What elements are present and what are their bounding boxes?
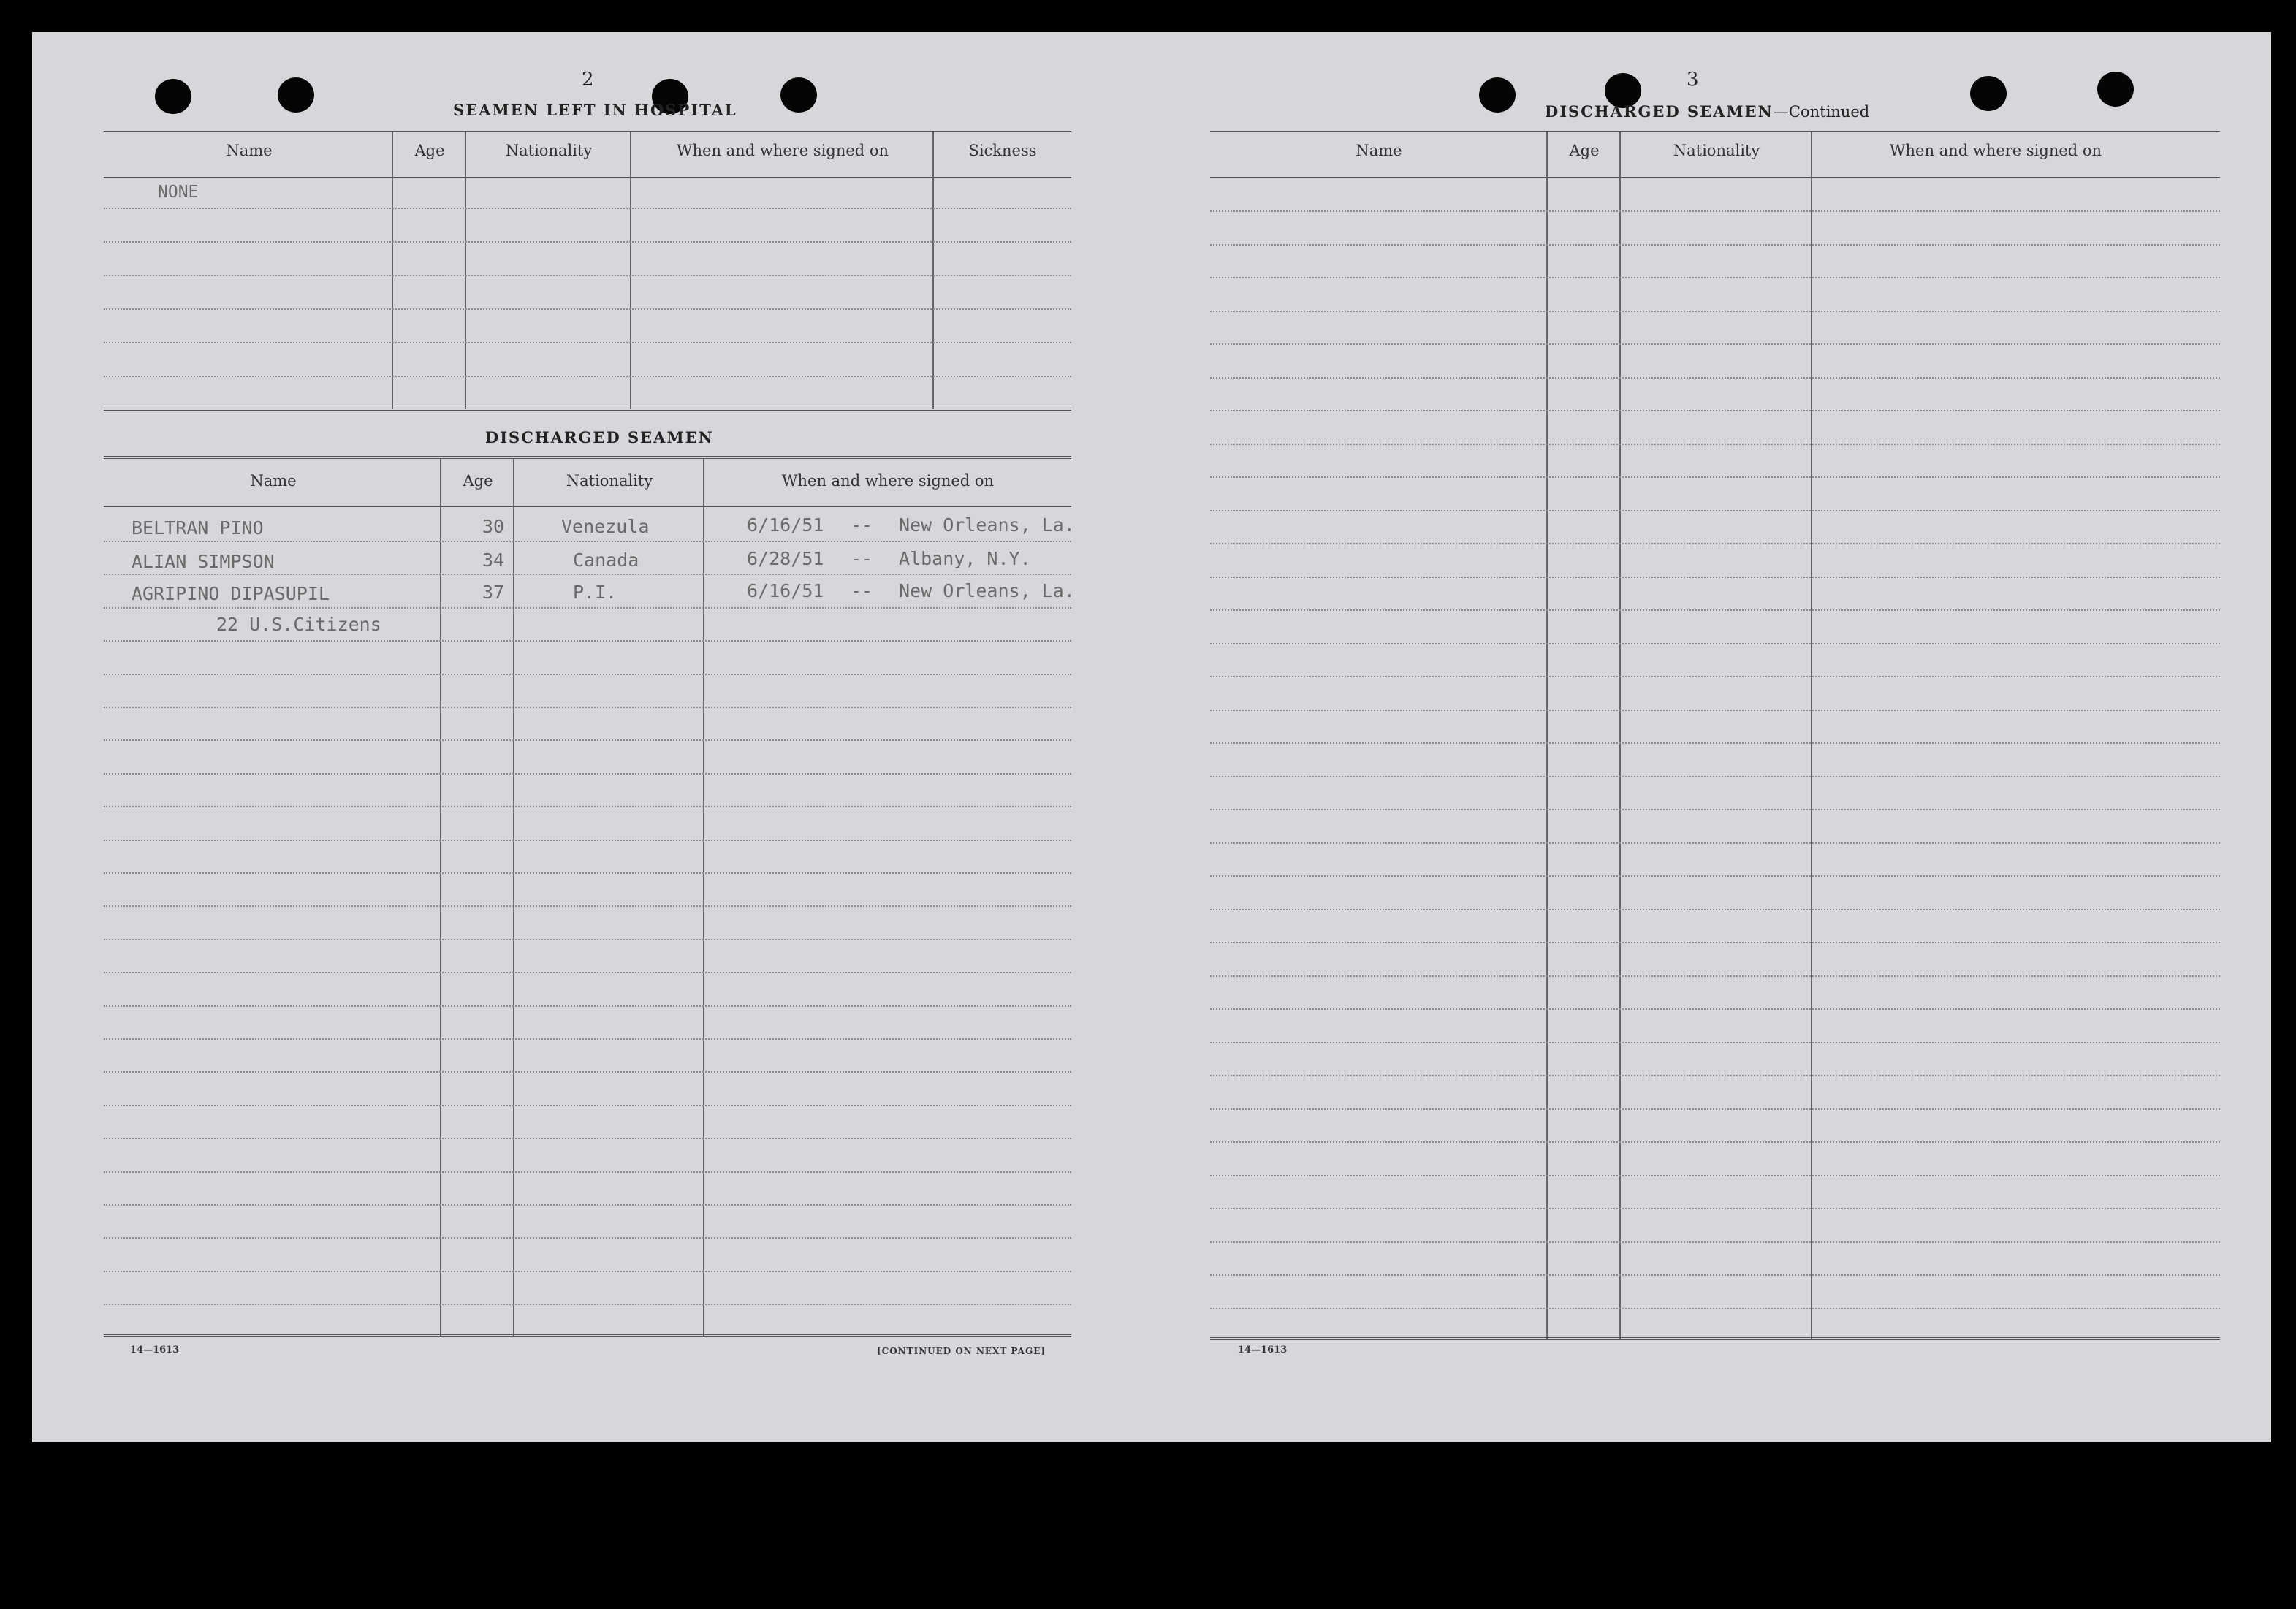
discharged-row-line <box>104 1304 1071 1305</box>
page-number-left: 2 <box>582 69 594 91</box>
right-col-age: Age <box>1569 142 1600 159</box>
right-table-top-rule <box>1210 129 2220 132</box>
discharged-table-top-rule <box>104 456 1071 459</box>
right-title-suffix: —Continued <box>1773 103 1870 121</box>
right-col-divider <box>1546 132 1548 1339</box>
discharged-row-line <box>104 872 1071 874</box>
seaman-signed-date: 6/16/51 <box>747 580 824 601</box>
right-title-main: DISCHARGED SEAMEN <box>1545 102 1774 121</box>
discharged-row-line <box>104 806 1071 807</box>
discharged-table-bottom-rule <box>104 1334 1071 1337</box>
right-row-line <box>1210 776 2220 777</box>
hospital-row-line <box>104 241 1071 243</box>
right-row-line <box>1210 1075 2220 1076</box>
seaman-signed-date: 6/28/51 <box>747 548 824 569</box>
right-row-line <box>1210 1308 2220 1309</box>
right-row-line <box>1210 543 2220 544</box>
hospital-header-rule <box>104 177 1071 178</box>
discharged-row-line <box>104 1005 1071 1007</box>
right-row-line <box>1210 742 2220 744</box>
hospital-col-name: Name <box>226 142 273 159</box>
right-header-rule <box>1210 177 2220 178</box>
hospital-row-line <box>104 342 1071 343</box>
punch-hole <box>1970 76 2007 111</box>
seaman-signed-place: Albany, N.Y. <box>899 548 1031 569</box>
discharged-row-line <box>104 1271 1071 1272</box>
right-row-line <box>1210 842 2220 844</box>
right-row-line <box>1210 311 2220 312</box>
right-row-line <box>1210 1108 2220 1110</box>
seaman-signed-place: New Orleans, La. <box>899 580 1075 601</box>
seaman-age: 30 <box>482 516 505 537</box>
discharged-row-line <box>104 707 1071 708</box>
right-row-line <box>1210 210 2220 212</box>
seaman-separator: -- <box>851 548 873 569</box>
seaman-separator: -- <box>851 514 873 536</box>
right-row-line <box>1210 875 2220 877</box>
citizens-note: 22 U.S.Citizens <box>216 614 381 635</box>
right-row-line <box>1210 1008 2220 1010</box>
seaman-nationality: Canada <box>573 549 639 571</box>
hospital-col-age: Age <box>414 142 445 159</box>
discharged-row-line <box>104 1105 1071 1106</box>
right-row-line <box>1210 809 2220 810</box>
punch-hole <box>780 77 817 113</box>
discharged-row-line <box>104 739 1071 741</box>
right-row-line <box>1210 676 2220 677</box>
hospital-row-line <box>104 376 1071 377</box>
seaman-signed-date: 6/16/51 <box>747 514 824 536</box>
hospital-entry: NONE <box>158 183 199 202</box>
discharged-row-line <box>104 607 1071 609</box>
right-row-line <box>1210 1141 2220 1143</box>
right-row-line <box>1210 444 2220 445</box>
right-row-line <box>1210 476 2220 478</box>
discharged-row-line <box>104 905 1071 907</box>
right-col-nationality: Nationality <box>1673 142 1760 159</box>
right-row-line <box>1210 244 2220 246</box>
discharged-row-line <box>104 640 1071 642</box>
seaman-separator: -- <box>851 580 873 601</box>
seaman-age: 34 <box>482 549 505 571</box>
right-row-line <box>1210 710 2220 711</box>
discharged-row-line <box>104 1204 1071 1206</box>
form-number-right: 14—1613 <box>1238 1344 1288 1355</box>
right-table-bottom-rule <box>1210 1337 2220 1340</box>
discharged-row-line <box>104 574 1071 575</box>
punch-hole <box>155 79 191 114</box>
discharged-row-line <box>104 1171 1071 1173</box>
right-col-name: Name <box>1356 142 1402 159</box>
right-row-line <box>1210 909 2220 910</box>
discharged-row-line <box>104 674 1071 675</box>
discharged-row-line <box>104 1038 1071 1040</box>
discharged-row-line <box>104 1138 1071 1139</box>
seaman-name: BELTRAN PINO <box>132 517 264 539</box>
right-row-line <box>1210 609 2220 611</box>
right-col-signed-on: When and where signed on <box>1889 142 2102 159</box>
right-row-line <box>1210 510 2220 511</box>
seaman-signed-place: New Orleans, La. <box>899 514 1075 536</box>
discharged-col-nationality: Nationality <box>566 472 653 490</box>
hospital-col-divider <box>392 132 393 409</box>
right-row-line <box>1210 577 2220 578</box>
continued-note: [CONTINUED ON NEXT PAGE] <box>877 1346 1046 1356</box>
hospital-col-sickness: Sickness <box>968 142 1037 159</box>
discharged-row-line <box>104 541 1071 542</box>
hospital-col-signed-on: When and where signed on <box>676 142 889 159</box>
page-number-right: 3 <box>1687 69 1699 91</box>
document-sheet <box>32 32 2271 1442</box>
right-row-line <box>1210 277 2220 278</box>
right-col-divider <box>1811 132 1812 1339</box>
punch-hole <box>278 77 314 113</box>
hospital-col-divider <box>465 132 466 409</box>
discharged-col-name: Name <box>250 472 297 490</box>
hospital-row-line <box>104 275 1071 276</box>
discharged-row-line <box>104 972 1071 973</box>
hospital-section-title: SEAMEN LEFT IN HOSPITAL <box>453 101 737 119</box>
punch-hole <box>2097 72 2134 107</box>
right-section-title <box>1545 102 1869 121</box>
right-row-line <box>1210 942 2220 943</box>
right-row-line <box>1210 343 2220 345</box>
right-row-line <box>1210 1175 2220 1176</box>
seaman-age: 37 <box>482 582 505 603</box>
right-row-line <box>1210 1208 2220 1209</box>
hospital-row-line <box>104 308 1071 310</box>
right-row-line <box>1210 410 2220 411</box>
discharged-col-age: Age <box>463 472 493 490</box>
discharged-row-line <box>104 1237 1071 1239</box>
right-col-divider <box>1619 132 1621 1339</box>
right-row-line <box>1210 1274 2220 1276</box>
seaman-name: ALIAN SIMPSON <box>132 551 275 572</box>
hospital-col-divider <box>630 132 631 409</box>
discharged-row-line <box>104 1071 1071 1073</box>
discharged-section-title: DISCHARGED SEAMEN <box>485 428 714 446</box>
hospital-col-divider <box>932 132 934 409</box>
discharged-header-rule <box>104 506 1071 507</box>
right-row-line <box>1210 643 2220 644</box>
punch-hole <box>1479 77 1516 113</box>
seaman-nationality: Venezula <box>561 516 650 537</box>
hospital-table-bottom-rule <box>104 408 1071 411</box>
hospital-col-nationality: Nationality <box>505 142 593 159</box>
discharged-row-line <box>104 840 1071 841</box>
discharged-row-line <box>104 939 1071 940</box>
seaman-name: AGRIPINO DIPASUPIL <box>132 583 330 604</box>
hospital-row-line <box>104 208 1071 209</box>
form-number-left: 14—1613 <box>130 1344 180 1355</box>
discharged-row-line <box>104 773 1071 775</box>
discharged-col-signed-on: When and where signed on <box>781 472 995 490</box>
right-row-line <box>1210 975 2220 977</box>
hospital-table-top-rule <box>104 129 1071 132</box>
right-row-line <box>1210 1042 2220 1043</box>
right-row-line <box>1210 1241 2220 1243</box>
right-row-line <box>1210 377 2220 379</box>
seaman-nationality: P.I. <box>573 582 617 603</box>
